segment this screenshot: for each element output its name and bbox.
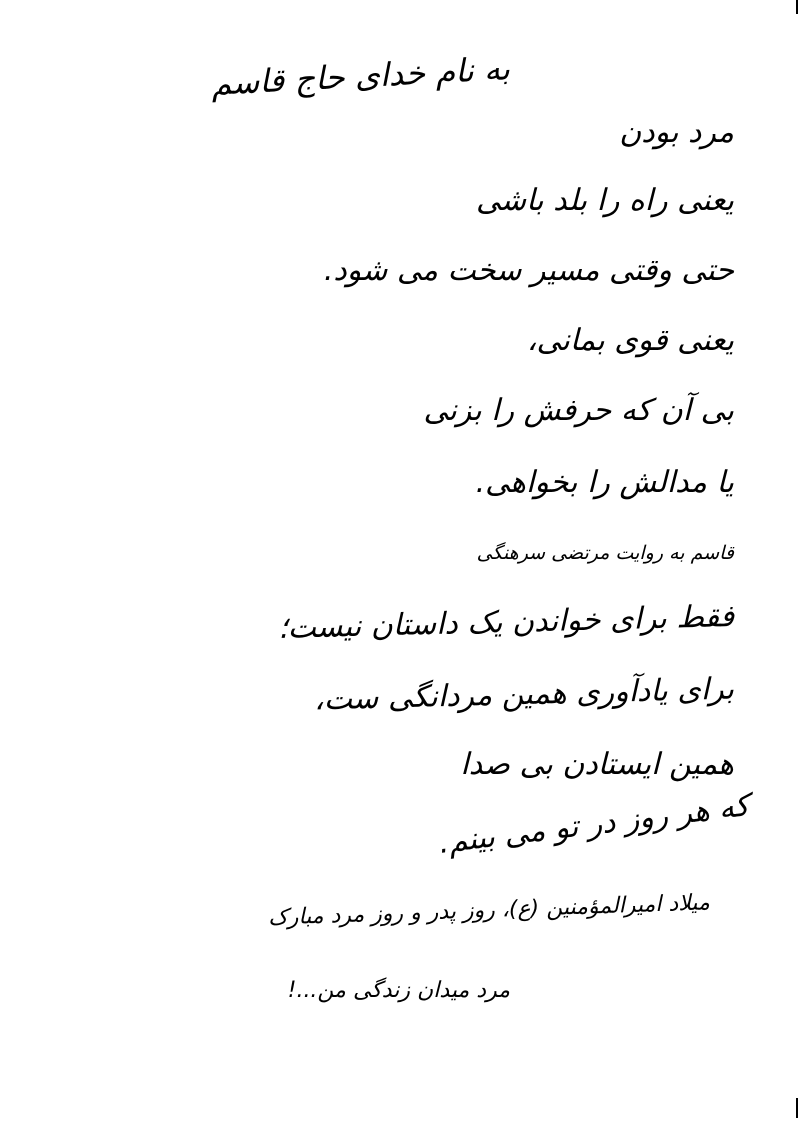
book-reference-line: قاسم به روایت مرتضی سرهنگی: [476, 542, 734, 564]
text-line: حتی وقتی مسیر سخت می شود.: [323, 253, 734, 288]
text-line: که هر روز در تو می بینم.: [436, 788, 751, 861]
text-line: یا مدالش را بخواهی.: [475, 465, 734, 500]
scan-edge-mark-top: [796, 0, 798, 14]
scan-edge-mark-bottom: [796, 1098, 798, 1118]
closing-line: مرد میدان زندگی من...!: [287, 978, 510, 1003]
text-line: همین ایستادن بی صدا: [460, 747, 734, 782]
text-line: یعنی راه را بلد باشی: [475, 183, 734, 218]
text-line: فقط برای خواندن یک داستان نیست؛: [277, 599, 735, 646]
greeting-line: میلاد امیرالمؤمنین (ع)، روز پدر و روز مرد مبارک: [267, 890, 711, 931]
text-line: برای یادآوری همین مردانگی ست،: [313, 671, 735, 718]
text-line: یعنی قوی بمانی،: [526, 323, 734, 358]
text-line: مرد بودن: [619, 115, 734, 150]
page-title: به نام خدای حاج قاسم: [210, 49, 511, 103]
text-line: بی آن که حرفش را بزنی: [423, 393, 734, 428]
